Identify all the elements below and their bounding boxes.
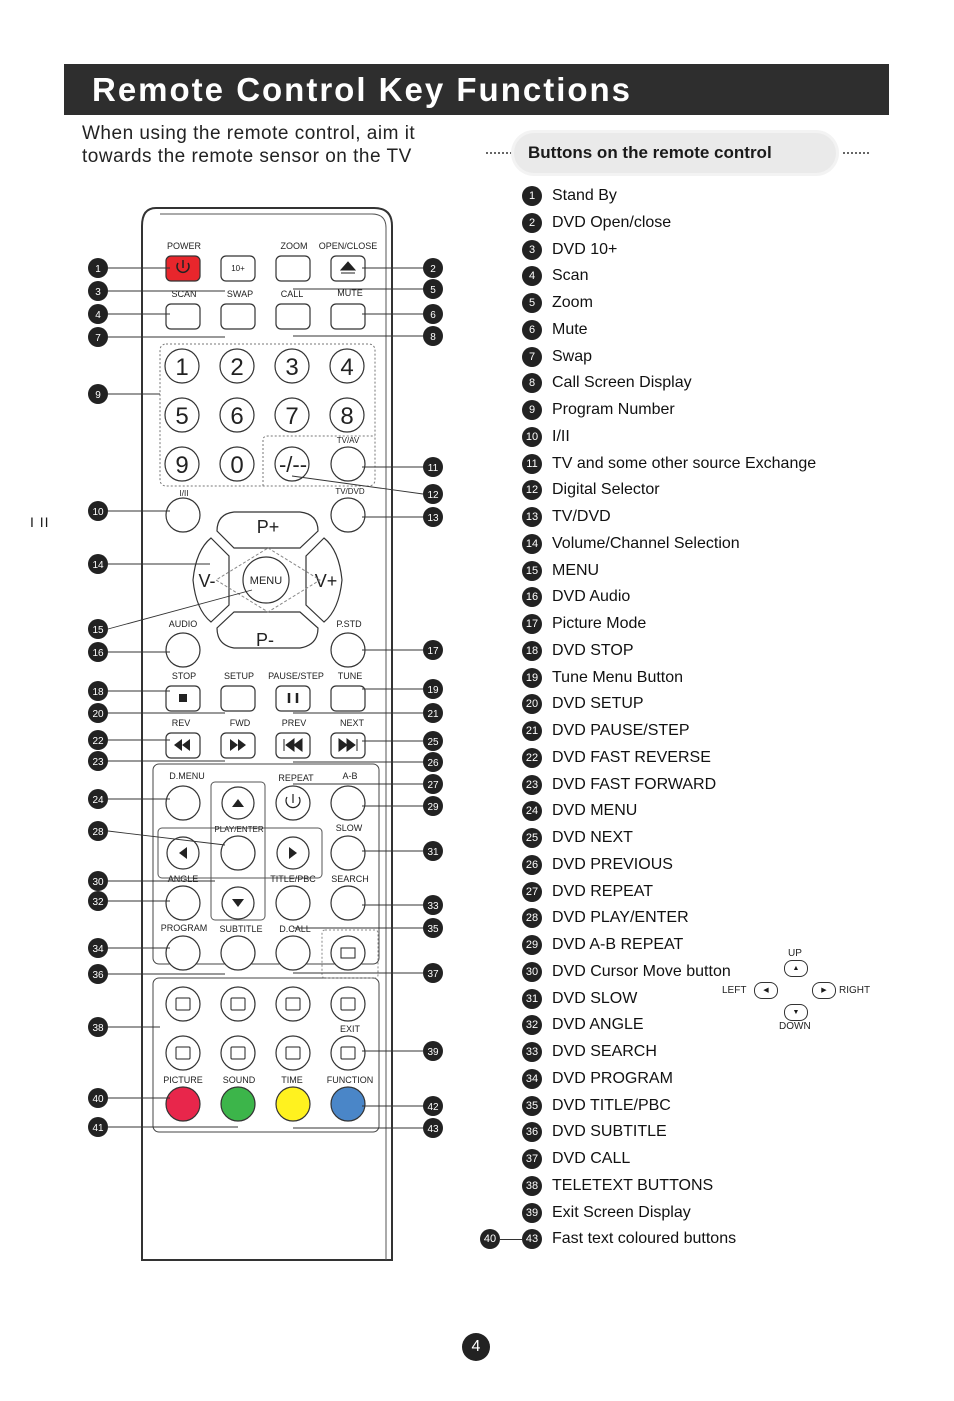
callout-number: 3 [95,287,101,298]
callout-number: 4 [95,310,101,321]
cursor-up-label: UP [788,948,802,959]
function-label: MENU [552,561,600,579]
digit-label: 5 [175,403,189,430]
function-label: DVD SUBTITLE [552,1123,667,1141]
function-label: DVD STOP [552,641,634,659]
intro-line-1: When using the remote control, aim it [82,123,416,144]
intro-line-2: towards the remote sensor on the TV [82,146,412,167]
section-title: Buttons on the remote control [528,143,772,162]
function-label: DVD Audio [552,588,631,606]
callout-number: 1 [522,186,542,206]
call-label: CALL [280,289,304,299]
digit-label: 8 [340,403,354,430]
function-label: Scan [552,267,589,285]
v-plus-label: V+ [314,571,338,591]
power-label: POWER [166,241,202,251]
callout-number: 21 [522,721,542,741]
callout-number: 16 [522,587,542,607]
power-button [166,256,200,281]
callout-number: 15 [92,625,104,636]
function-label: DVD PLAY/ENTER [552,909,689,927]
callout-number: 40 [92,1094,104,1105]
a-b-button [331,786,365,820]
callout-number: 6 [522,320,542,340]
callout-number: 17 [522,614,542,634]
audio-button [166,633,200,667]
next-label: NEXT [339,718,365,728]
callout-number: 24 [92,795,104,806]
stop-label: STOP [171,671,197,681]
p-plus-label: P+ [256,517,280,537]
callout-number: 14 [92,560,104,571]
callout-number: 23 [92,757,104,768]
callout-number: 10 [92,507,104,518]
cursor-up-icon: ▲ [784,960,808,977]
angle-button [166,886,200,920]
function-label: Picture Mode [552,615,647,632]
p-std-button [331,633,365,667]
function-label: DVD SEARCH [552,1043,657,1060]
v-minus-label: V- [198,571,216,591]
program-label: PROGRAM [160,923,208,933]
callout-number: 41 [92,1123,104,1134]
tv-dvd-label: TV/DVD [335,487,365,496]
function-label: DVD FAST FORWARD [552,775,717,793]
callout-number: 17 [427,646,439,657]
callout-number: 23 [522,775,542,795]
scan-label: SCAN [171,289,197,299]
digit-label: 1 [175,354,189,381]
function-label: Mute [552,320,588,338]
play-enter-button [221,836,255,870]
function-label: TV and some other source Exchange [552,454,817,472]
title-pbc-label: TITLE/PBC [270,874,316,884]
callout-number: 25 [522,828,542,848]
p-minus-label: P- [256,630,274,650]
picture-label: PICTURE [163,1075,203,1085]
callout-number: 11 [522,454,542,474]
callout-number: 11 [427,463,439,474]
function-label: DVD A-B REPEAT [552,936,684,953]
callout-number: 27 [427,780,439,791]
digit-label: 2 [230,354,244,381]
zoom-label: ZOOM [280,241,308,251]
callout-number: 7 [95,333,101,344]
i-ii-button [166,498,200,532]
d-call-label: D.CALL [279,924,311,934]
setup-label: SETUP [223,671,255,681]
callout-number: 36 [522,1122,542,1142]
title-pbc-button [276,886,310,920]
callout-number: 8 [522,373,542,393]
callout-number: 26 [427,758,439,769]
yellow-button [276,1087,310,1121]
d-call-button [276,936,310,970]
rev-label: REV [171,718,191,728]
function-label: Swap [552,347,593,365]
mute-label: MUTE [337,288,363,298]
function-label: DVD REPEAT [552,882,654,900]
teletext-button [276,1036,310,1070]
callout-number: 35 [522,1096,542,1116]
callout-number: 12 [522,480,542,500]
teletext-button [166,987,200,1021]
callout-number: 2 [430,264,436,275]
callout-number: 2 [522,213,542,233]
time-label: TIME [281,1075,303,1085]
callout-number: 22 [522,748,542,768]
digit-label: 9 [175,452,189,479]
callout-number: 30 [522,962,542,982]
sound-label: SOUND [222,1075,256,1085]
digit-label: 4 [340,354,354,381]
angle-label: ANGLE [167,874,199,884]
blue-button [331,1087,365,1121]
i-ii-label: I/II [179,489,189,498]
callout-number: 24 [522,801,542,821]
callout-number: 33 [522,1042,542,1062]
callout-number: 25 [427,737,439,748]
function-label: DVD MENU [552,802,638,820]
function-label: Volume/Channel Selection [552,534,740,552]
function-label: Stand By [552,187,617,204]
callout-number: 39 [522,1203,542,1223]
callout-number: 32 [92,897,104,908]
callout-number: 7 [522,347,542,367]
callout-number: 38 [522,1176,542,1196]
function-label: Exit Screen Display [552,1203,691,1221]
search-label: SEARCH [331,874,369,884]
teletext-button [221,1036,255,1070]
function-label: Program Number [552,401,675,418]
callout-number: 43 [427,1124,439,1135]
search-button [331,886,365,920]
function-label: DVD NEXT [552,829,633,846]
function-label: I/II [552,427,570,445]
callout-number: 1 [95,264,101,275]
callout-number: 28 [522,908,542,928]
tv-av-label: TV/AV [336,436,360,445]
digit-label: 6 [230,403,244,430]
callout-number: 9 [522,400,542,420]
callout-number: 31 [427,847,439,858]
call-button [276,304,310,329]
callout-number: 28 [92,827,104,838]
function-label: DVD ANGLE [552,1016,644,1034]
p-std-label: P.STD [336,619,362,629]
page-number: 4 [462,1333,490,1361]
subtitle-label: SUBTITLE [219,924,263,934]
teletext-button [166,1036,200,1070]
red-button [166,1087,200,1121]
pause-step-label: PAUSE/STEP [268,671,324,681]
green-button [221,1087,255,1121]
callout-number: 36 [92,970,104,981]
slow-button [331,836,365,870]
callout-number: 34 [522,1069,542,1089]
slow-label: SLOW [335,823,363,833]
callout-number: 32 [522,1015,542,1035]
callout-number: 37 [427,969,439,980]
callout-number: 29 [522,935,542,955]
d-menu-label: D.MENU [169,771,205,781]
side-mark: I II [30,514,50,530]
callout-number: 20 [522,694,542,714]
stop-icon [179,694,187,702]
function-label: DVD Open/close [552,213,672,231]
callout-number: 27 [522,882,542,902]
cursor-right-icon: ▶ [812,982,836,999]
cursor-left-icon: ◀ [754,982,778,999]
callout-number: 16 [92,648,104,659]
pause-step-button [276,686,310,711]
function-label: Fast text coloured buttons [552,1230,737,1248]
function-label: DVD TITLE/PBC [552,1096,671,1114]
cursor-diagram [720,946,890,1036]
callout-number: 18 [92,687,104,698]
teletext-button [221,987,255,1021]
callout-number: 30 [92,877,104,888]
subtitle-button [221,936,255,970]
swap-label: SWAP [226,289,254,299]
callout-number: 33 [427,901,439,912]
callout-number: 43 [522,1229,542,1249]
callout-number: 19 [522,668,542,688]
repeat-label: REPEAT [278,773,314,783]
function-label: Call Screen Display [552,374,692,392]
dash-label: -/-- [278,452,308,477]
prev-label: PREV [281,718,307,728]
open-close-label: OPEN/CLOSE [318,241,378,251]
teletext-button [276,987,310,1021]
callout-number: 8 [430,332,436,343]
callout-number: 14 [522,534,542,554]
page-title: Remote Control Key Functions [92,71,633,108]
function-label: DVD CALL [552,1150,631,1167]
tv-av-button [331,447,365,481]
callout-range-line [500,1239,522,1240]
callout-number: 10 [522,427,542,447]
tune-label: TUNE [337,671,363,681]
teletext-button [331,1036,365,1070]
callout-number: 39 [427,1047,439,1058]
callout-number: 18 [522,641,542,661]
callout-number: 13 [522,507,542,527]
cursor-down-label: DOWN [779,1021,811,1032]
function-label: DVD Cursor Move button [552,962,731,980]
function-label: DVD PAUSE/STEP [552,722,690,739]
callout-number: 35 [427,924,439,935]
mute-button [331,304,365,329]
callout-number: 15 [522,561,542,581]
teletext-button [331,987,365,1021]
setup-button [221,686,255,711]
program-button [166,936,200,970]
function-label: DVD PREVIOUS [552,855,673,873]
teletext-size-button [331,936,365,970]
a-b-label: A-B [342,771,358,781]
callout-number: 22 [92,736,104,747]
function-label: TELETEXT BUTTONS [552,1176,714,1194]
callout-number: 5 [430,285,436,296]
callout-number: 21 [427,709,439,720]
swap-button [221,304,255,329]
digit-label: 3 [285,354,299,381]
function-label: DVD FAST REVERSE [552,748,711,766]
fwd-label: FWD [229,718,251,728]
tv-dvd-button [331,498,365,532]
digit-label: 0 [230,452,244,479]
cursor-down-icon: ▼ [784,1004,808,1021]
callout-number: 12 [427,490,439,501]
callout-number: 6 [430,310,436,321]
digit-label: 7 [285,403,299,430]
function-label: TV/DVD [552,508,611,525]
menu-label: MENU [249,575,283,587]
d-menu-button [166,786,200,820]
callout-number: 29 [427,802,439,813]
callout-number: 37 [522,1149,542,1169]
callout-number: 3 [522,240,542,260]
exit-label: EXIT [339,1024,361,1034]
tune-button [331,686,365,711]
function-label: Tune Menu Button [552,668,684,686]
callout-number: 31 [522,989,542,1009]
callout-number: 38 [92,1023,104,1034]
callout-number: 34 [92,944,104,955]
audio-label: AUDIO [168,619,198,629]
function-label: DVD PROGRAM [552,1069,673,1087]
cursor-right-label: RIGHT [839,985,871,996]
callout-number: 5 [522,293,542,313]
callout-number: 13 [427,513,439,524]
callout-number: 19 [427,685,439,696]
callout-number: 9 [95,390,101,401]
function-label: Zoom [552,294,593,311]
callout-number: 42 [427,1102,439,1113]
callout-number: 20 [92,709,104,720]
play-enter-label: PLAY/ENTER [214,825,264,834]
ten-plus-label: 10+ [231,264,245,273]
zoom-button [276,256,310,281]
cursor-left-label: LEFT [722,985,747,996]
scan-button [166,304,200,329]
function-label: FUNCTION [326,1075,374,1085]
function-label: DVD SETUP [552,695,644,713]
callout-number: 26 [522,855,542,875]
callout-number: 4 [522,266,542,286]
function-label: Digital Selector [552,481,660,499]
callout-number: 40 [480,1229,500,1249]
function-label: DVD 10+ [552,240,618,258]
function-label: DVD SLOW [552,989,638,1007]
